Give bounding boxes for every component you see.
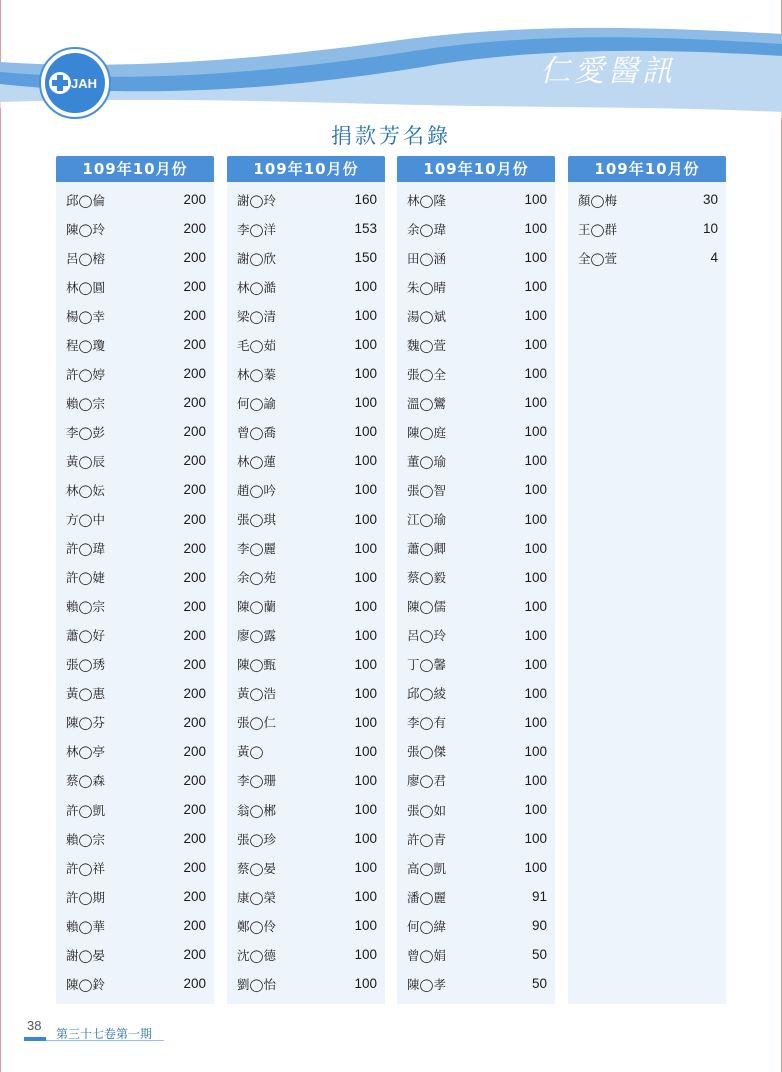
donor-row xyxy=(227,534,385,563)
donation-amount: 4 xyxy=(710,250,718,266)
donor-row xyxy=(56,911,214,940)
donor-row xyxy=(227,940,385,969)
donor-column-1 xyxy=(56,156,214,1004)
donor-name: 張◯智 xyxy=(407,482,446,498)
donation-amount: 200 xyxy=(183,511,206,527)
donor-row xyxy=(227,272,385,301)
donor-name: 許◯青 xyxy=(407,831,446,847)
donor-row xyxy=(227,795,385,824)
donation-amount: 200 xyxy=(183,831,206,847)
donor-name: 程◯瓊 xyxy=(66,337,105,353)
donation-amount: 200 xyxy=(183,656,206,672)
donation-amount: 153 xyxy=(354,221,377,237)
donor-row xyxy=(397,505,555,534)
donation-amount: 100 xyxy=(354,656,377,672)
donation-amount: 100 xyxy=(354,743,377,759)
donor-name: 張◯琇 xyxy=(66,657,105,673)
donor-name: 張◯傑 xyxy=(407,744,446,760)
donation-amount: 100 xyxy=(354,598,377,614)
donation-amount: 100 xyxy=(354,366,377,382)
donor-name: 林◯妘 xyxy=(66,482,105,498)
donor-column-3 xyxy=(397,156,555,1004)
donation-amount: 200 xyxy=(183,685,206,701)
donation-amount: 100 xyxy=(354,424,377,440)
donor-name: 蔡◯毅 xyxy=(407,570,446,586)
donation-amount: 200 xyxy=(183,250,206,266)
donor-row xyxy=(56,882,214,911)
donation-amount: 100 xyxy=(354,453,377,469)
donor-row xyxy=(227,853,385,882)
donor-row xyxy=(56,185,214,214)
donor-name: 梁◯清 xyxy=(237,308,276,324)
donation-amount: 200 xyxy=(183,308,206,324)
donor-name: 張◯如 xyxy=(407,802,446,818)
donor-name: 張◯全 xyxy=(407,366,446,382)
donation-amount: 30 xyxy=(702,192,718,208)
donor-name: 黃◯惠 xyxy=(66,686,105,702)
column-header: 109年10月份 xyxy=(56,156,214,182)
donation-amount: 200 xyxy=(183,976,206,992)
donation-amount: 100 xyxy=(524,743,547,759)
donor-row xyxy=(227,214,385,243)
donation-amount: 100 xyxy=(524,192,547,208)
donation-amount: 100 xyxy=(354,976,377,992)
donor-name: 謝◯晏 xyxy=(66,947,105,963)
page-border-left xyxy=(0,0,1,1072)
donation-amount: 100 xyxy=(354,685,377,701)
donor-row xyxy=(56,475,214,504)
donor-name: 廖◯露 xyxy=(237,628,276,644)
donor-name: 賴◯宗 xyxy=(66,395,105,411)
donation-amount: 100 xyxy=(524,772,547,788)
donor-row xyxy=(56,505,214,534)
donation-amount: 200 xyxy=(183,772,206,788)
donor-row xyxy=(397,650,555,679)
donor-row xyxy=(56,766,214,795)
donor-row xyxy=(397,592,555,621)
donor-name: 賴◯宗 xyxy=(66,831,105,847)
donor-row xyxy=(56,853,214,882)
donor-row xyxy=(397,621,555,650)
donor-name: 許◯祥 xyxy=(66,860,105,876)
donor-name: 林◯蓮 xyxy=(237,453,276,469)
donor-row xyxy=(397,475,555,504)
donor-row xyxy=(56,388,214,417)
donor-row xyxy=(397,388,555,417)
donation-amount: 200 xyxy=(183,279,206,295)
donation-amount: 200 xyxy=(183,366,206,382)
donation-amount: 100 xyxy=(524,714,547,730)
donation-amount: 200 xyxy=(183,337,206,353)
donor-name: 廖◯君 xyxy=(407,773,446,789)
donation-amount: 200 xyxy=(183,802,206,817)
donor-row xyxy=(227,330,385,359)
donor-row xyxy=(56,272,214,301)
donation-amount: 100 xyxy=(524,569,547,585)
donor-row xyxy=(227,708,385,737)
donor-name: 曾◯娟 xyxy=(407,947,446,963)
donor-name: 魏◯萱 xyxy=(407,337,446,353)
donation-amount: 200 xyxy=(183,540,206,556)
donation-amount: 200 xyxy=(183,424,206,440)
donor-name: 湯◯斌 xyxy=(407,308,446,324)
donor-row xyxy=(227,766,385,795)
donor-name: 李◯麗 xyxy=(237,541,276,557)
donor-row xyxy=(56,737,214,766)
donor-name: 許◯瑋 xyxy=(66,541,105,557)
donation-amount: 100 xyxy=(354,337,377,353)
donation-amount: 200 xyxy=(183,598,206,614)
donor-name: 翁◯郴 xyxy=(237,802,276,818)
donation-amount: 200 xyxy=(183,221,206,237)
donation-amount: 100 xyxy=(354,482,377,498)
donor-row xyxy=(397,185,555,214)
donor-row xyxy=(397,853,555,882)
donor-name: 何◯緯 xyxy=(407,918,446,934)
donor-row xyxy=(227,679,385,708)
donor-name: 蕭◯好 xyxy=(66,628,105,644)
donation-amount: 200 xyxy=(183,192,206,208)
donor-list xyxy=(568,182,726,272)
footer-accent-bar xyxy=(24,1037,46,1041)
donation-amount: 100 xyxy=(354,802,377,817)
donor-name: 黃◯浩 xyxy=(237,686,276,702)
donation-amount: 100 xyxy=(354,308,377,324)
column-header: 109年10月份 xyxy=(568,156,726,182)
donor-name: 賴◯宗 xyxy=(66,599,105,615)
donor-row xyxy=(227,388,385,417)
donor-name: 林◯圓 xyxy=(66,279,105,295)
donor-name: 朱◯晴 xyxy=(407,279,446,295)
donation-amount: 10 xyxy=(702,221,718,237)
donor-row xyxy=(397,534,555,563)
donation-amount: 100 xyxy=(354,395,377,411)
donor-row xyxy=(56,359,214,388)
donation-amount: 90 xyxy=(531,918,547,934)
donor-name: 許◯凱 xyxy=(66,802,105,818)
donation-amount: 100 xyxy=(354,918,377,934)
donor-name: 林◯亭 xyxy=(66,744,105,760)
logo-text: JAH xyxy=(70,76,98,91)
donation-amount: 100 xyxy=(524,627,547,643)
column-header: 109年10月份 xyxy=(397,156,555,182)
donor-name: 林◯隆 xyxy=(407,192,446,208)
donor-name: 賴◯華 xyxy=(66,918,105,934)
donor-row xyxy=(397,563,555,592)
donation-amount: 100 xyxy=(524,424,547,440)
donor-name: 曾◯喬 xyxy=(237,424,276,440)
donor-name: 許◯婕 xyxy=(66,570,105,586)
donor-name: 張◯珍 xyxy=(237,831,276,847)
donation-amount: 200 xyxy=(183,743,206,759)
donation-amount: 100 xyxy=(524,802,547,817)
donation-amount: 100 xyxy=(354,279,377,295)
donor-row xyxy=(56,795,214,824)
donor-row xyxy=(227,882,385,911)
donor-row xyxy=(227,824,385,853)
donor-name: 陳◯孝 xyxy=(407,976,446,992)
donor-name: 方◯中 xyxy=(66,512,105,528)
donor-row xyxy=(56,563,214,592)
page-title: 捐款芳名錄 xyxy=(331,124,451,148)
donor-row xyxy=(56,650,214,679)
donor-name: 林◯蓁 xyxy=(237,366,276,382)
donor-name: 邱◯倫 xyxy=(66,192,105,208)
donation-amount: 200 xyxy=(183,947,206,963)
donation-amount: 100 xyxy=(354,889,377,905)
donor-row xyxy=(56,446,214,475)
donor-name: 趙◯吟 xyxy=(237,482,276,498)
donation-amount: 100 xyxy=(524,656,547,672)
donor-name: 劉◯怡 xyxy=(237,976,276,992)
donor-row xyxy=(568,243,726,272)
donor-name: 董◯瑜 xyxy=(407,453,446,469)
donor-name: 蔡◯森 xyxy=(66,773,105,789)
donation-amount: 100 xyxy=(524,395,547,411)
donor-name: 李◯有 xyxy=(407,715,446,731)
donor-row xyxy=(56,969,214,998)
donor-row xyxy=(397,330,555,359)
donor-name: 李◯珊 xyxy=(237,773,276,789)
donor-row xyxy=(227,417,385,446)
donor-row xyxy=(227,969,385,998)
donor-name: 陳◯儒 xyxy=(407,599,446,615)
donor-name: 呂◯榕 xyxy=(66,250,105,266)
donor-name: 何◯諭 xyxy=(237,395,276,411)
donor-row xyxy=(56,708,214,737)
donor-name: 王◯群 xyxy=(578,221,617,237)
donor-name: 陳◯甄 xyxy=(237,657,276,673)
donor-row xyxy=(56,679,214,708)
donation-amount: 100 xyxy=(524,453,547,469)
donor-column-4 xyxy=(568,156,726,1004)
donor-name: 許◯期 xyxy=(66,889,105,905)
donation-amount: 160 xyxy=(354,192,377,208)
donor-row xyxy=(56,301,214,330)
donation-amount: 100 xyxy=(354,511,377,527)
donor-name: 陳◯庭 xyxy=(407,424,446,440)
donation-amount: 100 xyxy=(524,540,547,556)
donor-row xyxy=(397,795,555,824)
donor-name: 蔡◯晏 xyxy=(237,860,276,876)
donor-name: 謝◯欣 xyxy=(237,250,276,266)
donation-amount: 100 xyxy=(354,569,377,585)
donor-name: 李◯彭 xyxy=(66,424,105,440)
donor-row xyxy=(397,824,555,853)
donor-name: 林◯澔 xyxy=(237,279,276,295)
donation-amount: 50 xyxy=(531,976,547,992)
donor-name: 呂◯玲 xyxy=(407,628,446,644)
donor-row xyxy=(397,243,555,272)
donor-name: 蕭◯卿 xyxy=(407,541,446,557)
donation-amount: 200 xyxy=(183,714,206,730)
donor-row xyxy=(397,708,555,737)
donor-row xyxy=(56,824,214,853)
donation-amount: 100 xyxy=(524,685,547,701)
donor-list xyxy=(397,182,555,998)
donor-column-2 xyxy=(227,156,385,1004)
donation-amount: 100 xyxy=(524,860,547,876)
donor-row xyxy=(397,766,555,795)
donor-name: 許◯婷 xyxy=(66,366,105,382)
donation-amount: 100 xyxy=(354,947,377,963)
donor-row xyxy=(227,505,385,534)
donation-amount: 200 xyxy=(183,453,206,469)
donor-row xyxy=(227,621,385,650)
donor-row xyxy=(227,475,385,504)
donation-amount: 150 xyxy=(354,250,377,266)
donor-row xyxy=(227,446,385,475)
donor-row xyxy=(227,650,385,679)
donation-amount: 91 xyxy=(531,889,547,905)
jah-logo xyxy=(38,46,112,120)
donation-amount: 200 xyxy=(183,627,206,643)
donor-row xyxy=(227,737,385,766)
donor-row xyxy=(397,446,555,475)
donor-row xyxy=(56,330,214,359)
donor-row xyxy=(56,592,214,621)
donor-row xyxy=(397,969,555,998)
donation-amount: 100 xyxy=(524,482,547,498)
donor-row xyxy=(397,882,555,911)
donor-row xyxy=(56,621,214,650)
donor-list xyxy=(227,182,385,998)
donor-name: 高◯凱 xyxy=(407,860,446,876)
donor-row xyxy=(397,679,555,708)
donor-row xyxy=(397,417,555,446)
donor-name: 潘◯麗 xyxy=(407,889,446,905)
donor-name: 陳◯玲 xyxy=(66,221,105,237)
donor-name: 顏◯梅 xyxy=(578,192,617,208)
donor-row xyxy=(56,243,214,272)
donor-name: 陳◯鈴 xyxy=(66,976,105,992)
donation-amount: 50 xyxy=(531,947,547,963)
donor-row xyxy=(56,214,214,243)
donor-name: 田◯涵 xyxy=(407,250,446,266)
brand-title: 仁愛醫訊 xyxy=(540,54,676,89)
donation-amount: 200 xyxy=(183,569,206,585)
donation-amount: 100 xyxy=(524,337,547,353)
donor-name: 張◯琪 xyxy=(237,512,276,528)
donor-name: 溫◯鸞 xyxy=(407,395,446,411)
donor-name: 黃◯辰 xyxy=(66,453,105,469)
donation-amount: 100 xyxy=(524,308,547,324)
donor-name: 全◯萱 xyxy=(578,250,617,266)
donor-row xyxy=(397,359,555,388)
page-number: 38 xyxy=(27,1018,42,1033)
donor-name: 陳◯蘭 xyxy=(237,599,276,615)
donor-row xyxy=(227,359,385,388)
donation-amount: 100 xyxy=(354,860,377,876)
donor-row xyxy=(397,911,555,940)
donation-amount: 200 xyxy=(183,395,206,411)
donation-amount: 200 xyxy=(183,860,206,876)
donor-name: 康◯榮 xyxy=(237,889,276,905)
donation-amount: 100 xyxy=(354,540,377,556)
donation-amount: 100 xyxy=(524,831,547,847)
donor-name: 鄭◯伶 xyxy=(237,918,276,934)
donor-row xyxy=(397,737,555,766)
column-header: 109年10月份 xyxy=(227,156,385,182)
donor-row xyxy=(56,417,214,446)
donor-row xyxy=(568,214,726,243)
donor-name: 邱◯綾 xyxy=(407,686,446,702)
donor-name: 黃◯ xyxy=(237,744,264,760)
donation-amount: 200 xyxy=(183,918,206,934)
donor-list xyxy=(56,182,214,998)
donor-name: 余◯苑 xyxy=(237,570,276,586)
donor-row xyxy=(397,940,555,969)
donor-row xyxy=(227,911,385,940)
donation-amount: 100 xyxy=(524,598,547,614)
donor-row xyxy=(568,185,726,214)
donation-amount: 200 xyxy=(183,482,206,498)
donation-amount: 100 xyxy=(524,511,547,527)
donor-name: 陳◯芬 xyxy=(66,715,105,731)
donation-amount: 200 xyxy=(183,889,206,905)
donor-name: 余◯瑋 xyxy=(407,221,446,237)
donor-name: 丁◯馨 xyxy=(407,657,446,673)
donor-name: 謝◯玲 xyxy=(237,192,276,208)
donor-row xyxy=(227,301,385,330)
donation-amount: 100 xyxy=(524,366,547,382)
issue-label: 第三十七卷第一期 xyxy=(56,1027,153,1041)
donor-name: 張◯仁 xyxy=(237,715,276,731)
donor-row xyxy=(227,563,385,592)
donor-row xyxy=(397,214,555,243)
donation-amount: 100 xyxy=(524,221,547,237)
donor-row xyxy=(397,272,555,301)
donor-name: 楊◯幸 xyxy=(66,308,105,324)
donation-amount: 100 xyxy=(524,279,547,295)
donation-amount: 100 xyxy=(354,772,377,788)
donation-amount: 100 xyxy=(524,250,547,266)
donor-name: 李◯洋 xyxy=(237,221,276,237)
donor-row xyxy=(227,592,385,621)
donation-amount: 100 xyxy=(354,627,377,643)
donor-row xyxy=(56,940,214,969)
donor-row xyxy=(56,534,214,563)
donation-amount: 100 xyxy=(354,831,377,847)
donor-name: 沈◯德 xyxy=(237,947,276,963)
donor-row xyxy=(227,243,385,272)
donor-row xyxy=(227,185,385,214)
donation-amount: 100 xyxy=(354,714,377,730)
donor-name: 江◯瑜 xyxy=(407,512,446,528)
donor-row xyxy=(397,301,555,330)
donor-name: 毛◯茹 xyxy=(237,337,276,353)
